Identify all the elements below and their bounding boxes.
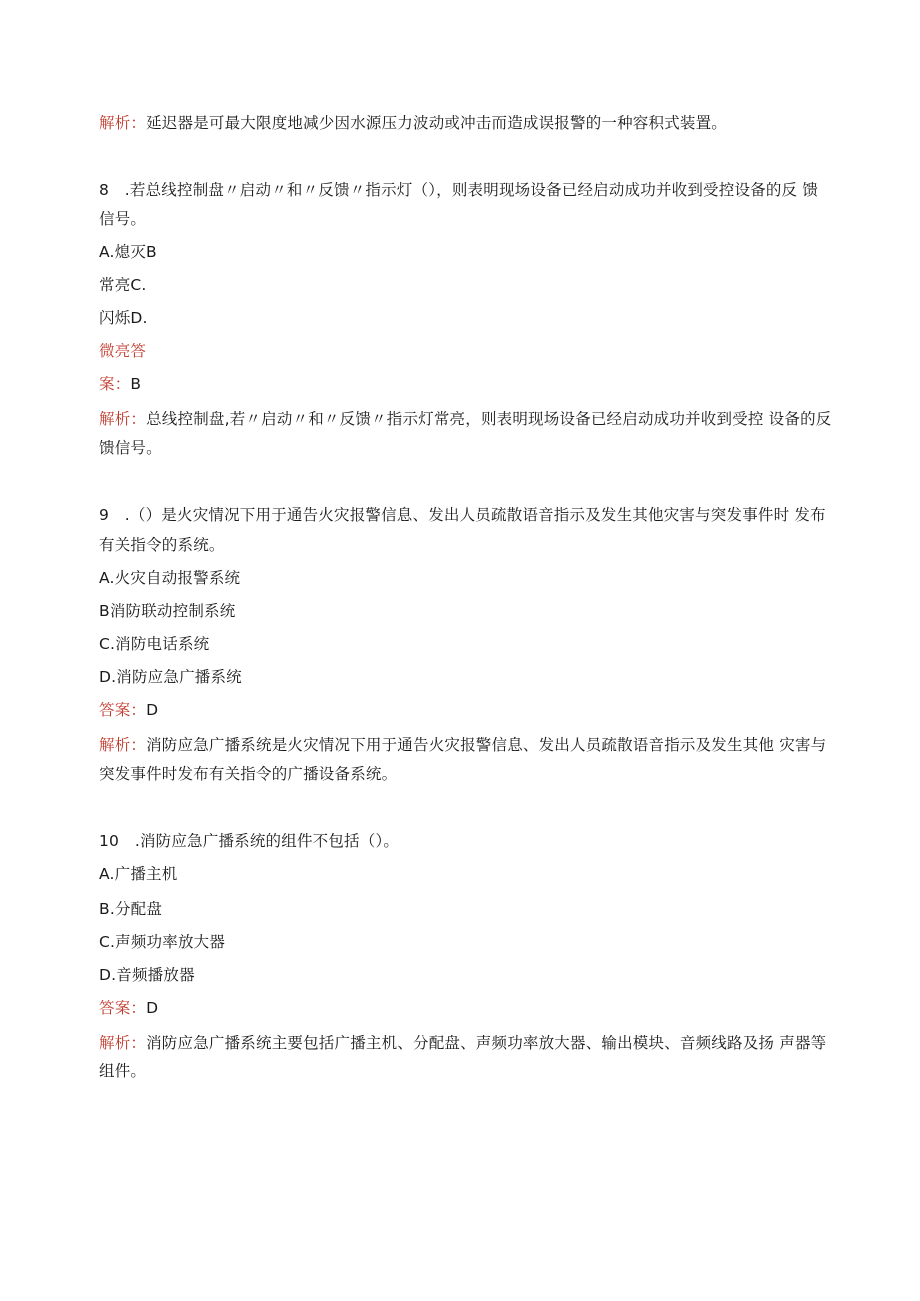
- question-9-answer: [99, 700, 158, 720]
- question-8-text-cont: 信号。: [99, 210, 147, 228]
- answer-label-fragment: 案：: [99, 375, 131, 393]
- question-8-option: 闪烁D.: [99, 309, 148, 327]
- question-10-option: D.音频播放器: [99, 966, 195, 984]
- explanation-text: 延迟器是可最大限度地减少因水源压力波动或冲击而造成误报警的一种容积式装置。: [146, 114, 728, 132]
- intro-explanation: [99, 113, 727, 133]
- answer-label: 答案：: [99, 999, 147, 1017]
- answer-value: D: [146, 999, 159, 1017]
- question-9-text: 9 .（）是火灾情况下用于通告火灾报警信息、发出人员疏散语音指示及发生其他灾害与突发事件时 发布: [99, 506, 826, 524]
- explanation-text: 消防应急广播系统主要包括广播主机、分配盘、声频功率放大器、输出模块、音频线路及扬 声器等: [146, 1034, 827, 1052]
- question-9-explanation: [99, 735, 826, 755]
- explanation-label: 解析：: [99, 410, 147, 428]
- question-9-option: C.消防电话系统: [99, 635, 210, 653]
- question-10-explanation: [99, 1033, 826, 1053]
- question-8-text: 8 .若总线控制盘〃启动〃和〃反馈〃指示灯（），则表明现场设备已经启动成功并收到受控设备的反 馈: [99, 181, 819, 199]
- question-8-explanation: [99, 409, 831, 429]
- question-9-option: D.消防应急广播系统: [99, 668, 242, 686]
- question-10-option: C.声频功率放大器: [99, 933, 226, 951]
- question-10-option: A.广播主机: [99, 865, 178, 883]
- answer-label: 答案：: [99, 701, 147, 719]
- question-9-option: A.火灾自动报警系统: [99, 569, 241, 587]
- question-8-option: 微亮答: [99, 342, 147, 360]
- question-9-text-cont: 有关指令的系统。: [99, 536, 225, 554]
- question-9-option: B消防联动控制系统: [99, 602, 236, 620]
- question-10-text: 10 .消防应急广播系统的组件不包括（）。: [99, 832, 400, 850]
- question-8-explanation-cont: 馈信号。: [99, 439, 162, 457]
- question-10-explanation-cont: 组件。: [99, 1062, 147, 1080]
- explanation-label: 解析：: [99, 736, 147, 754]
- answer-value: D: [146, 701, 159, 719]
- answer-value: B: [130, 375, 142, 393]
- question-8-option: 常亮C.: [99, 276, 147, 294]
- explanation-label: 解析：: [99, 1034, 147, 1052]
- question-10-answer: [99, 998, 158, 1018]
- question-9-explanation-cont: 突发事件时发布有关指令的广播设备系统。: [99, 765, 398, 783]
- explanation-label: 解析：: [99, 114, 147, 132]
- question-8-option: A.熄灭B: [99, 243, 157, 261]
- explanation-text: 消防应急广播系统是火灾情况下用于通告火灾报警信息、发出人员疏散语音指示及发生其他 灾害与: [146, 736, 827, 754]
- question-10-option: B.分配盘: [99, 900, 163, 918]
- question-8-answer: [99, 374, 141, 394]
- explanation-text: 总线控制盘,若〃启动〃和〃反馈〃指示灯常亮，则表明现场设备已经启动成功并收到受控 设备的反: [146, 410, 832, 428]
